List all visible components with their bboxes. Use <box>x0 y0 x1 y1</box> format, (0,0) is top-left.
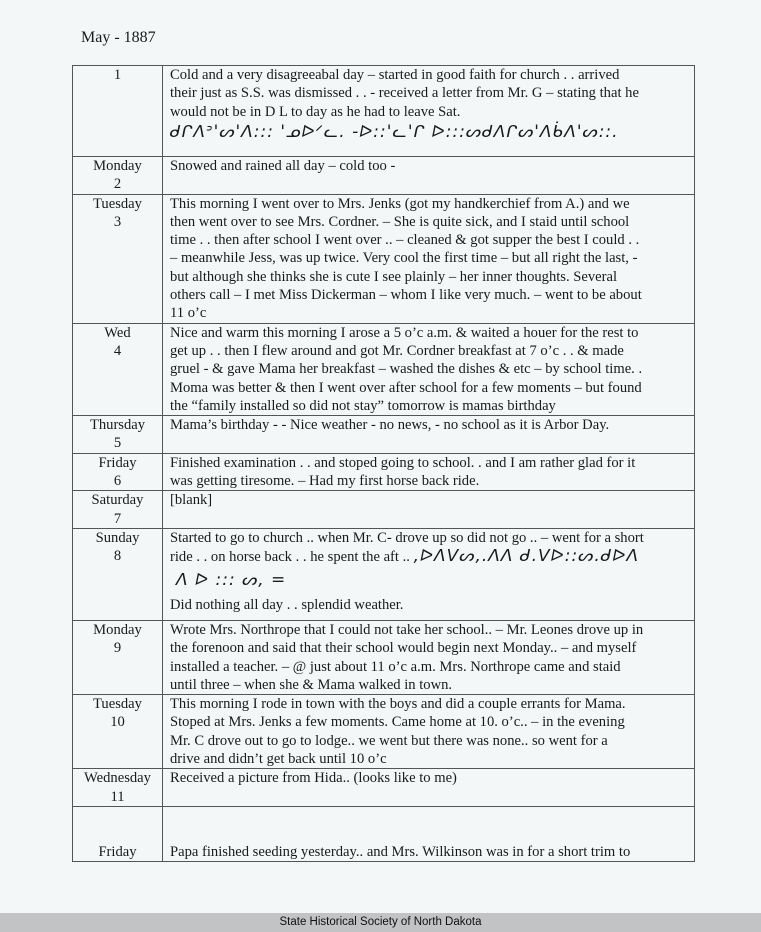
table-row <box>73 695 695 769</box>
table-row <box>73 66 695 157</box>
entry-line: drive and didn’t get back until 10 o’c <box>170 751 387 768</box>
entry-cell <box>163 528 695 620</box>
day-cell <box>73 769 163 807</box>
entry-line: the forenoon and said that their school would begin next Monday.. – and myself <box>170 640 637 657</box>
day-date: 4 <box>113 342 122 359</box>
day-date: 5 <box>113 435 122 452</box>
day-cell <box>73 620 163 694</box>
entry-line: then went over to see Mrs. Cordner. – She is quite sick, and I staid until school <box>170 213 630 230</box>
entry-line: would not be in D L to day as he had to leave Sat. <box>170 103 461 120</box>
entry-cell <box>163 453 695 491</box>
entry-line: Wrote Mrs. Northrope that I could not take her school.. – Mr. Leones drove up in <box>170 621 644 638</box>
entry-line: was getting tiresome. – Had my first horse back ride. <box>170 473 480 490</box>
day-label: Sunday <box>95 529 140 546</box>
entry-line: Finished examination . . and stoped going to school. . and I am rather glad for it <box>170 454 636 471</box>
day-cell <box>73 453 163 491</box>
entry-line: Nice and warm this morning I arose a 5 o’c a.m. & waited a houer for the rest to <box>170 324 639 341</box>
entry-line: get up . . then I flew around and got Mr. Cordner breakfast at 7 o’c . . & made <box>170 342 624 359</box>
entry-line: This morning I went over to Mrs. Jenks (got my handkerchief from A.) and we <box>170 195 630 212</box>
table-row <box>73 157 695 195</box>
table-row <box>73 769 695 807</box>
day-cell <box>73 194 163 323</box>
day-label: Wed <box>104 324 131 341</box>
day-date: 9 <box>113 640 122 657</box>
entry-line: Started to go to church .. when Mr. C- drove up so did not go .. – went for a short <box>170 529 644 546</box>
day-label: Tuesday <box>93 696 142 713</box>
table-row <box>73 453 695 491</box>
entry-line: Mr. C drove out to go to lodge.. we went but there was none.. so went for a <box>170 732 608 749</box>
table-row <box>73 806 695 861</box>
entry-cell <box>163 491 695 529</box>
entry-line: Stoped at Mrs. Jenks a few moments. Came home at 10. o’c.. – in the evening <box>170 714 625 731</box>
day-label: Monday <box>93 621 142 638</box>
entry-line: Received a picture from Hida.. (looks like to me) <box>170 770 457 787</box>
day-cell <box>73 416 163 454</box>
entry-line: Cold and a very disagreeabal day – started in good faith for church . . arrived <box>170 67 620 83</box>
entry-line: [blank] <box>170 492 213 509</box>
day-label: Wednesday <box>84 770 151 787</box>
entry-line: their just as S.S. was dismissed . . - received a letter from Mr. G – stating that he <box>170 85 639 102</box>
entry-line: gruel - & gave Mama her breakfast – washed the dishes & etc – by school time. . <box>170 361 643 378</box>
table-row <box>73 323 695 415</box>
day-cell <box>73 695 163 769</box>
cipher-shorthand: ᑯᒋᐱᐣ'ᔕ'ᐱ::: 'ᓄᐅᐟᓚ. -ᐅ::'ᓚ'ᒋ ᐅ:::ᔕᑯᐱᒋᔕ'ᐱᑳᐱ'ᔕ::. <box>170 121 619 142</box>
entry-line: 11 o’c <box>170 305 207 322</box>
day-date: 11 <box>110 788 125 805</box>
day-label: Tuesday <box>93 195 142 212</box>
entry-cell <box>163 695 695 769</box>
day-date: 3 <box>113 213 122 230</box>
entry-cell <box>163 194 695 323</box>
day-cell <box>73 66 163 157</box>
entry-line: but although she thinks she is cute I see plainly – her inner thoughts. Several <box>170 268 618 285</box>
entry-line: Snowed and rained all day – cold too - <box>170 158 396 174</box>
day-cell <box>73 157 163 195</box>
cipher-shorthand-inline: ,ᐅᐱᐯᔕ,.ᐱᐱ ᑯ.ᐯᐅ::ᔕ.ᑯᐅᐱ <box>413 546 640 567</box>
day-date: 8 <box>113 548 122 565</box>
entry-cell <box>163 769 695 807</box>
entry-line: This morning I rode in town with the boys and did a couple errants for Mama. <box>170 696 626 713</box>
entry-text: ride . . on horse back . . he spent the aft .. <box>170 549 414 566</box>
entry-line: Papa finished seeding yesterday.. and Mrs. Wilkinson was in for a short trim to <box>170 843 631 860</box>
entry-line: until three – when she & Mama walked in town. <box>170 676 453 693</box>
day-label: Friday <box>98 454 137 471</box>
entry-line: installed a teacher. – @ just about 11 o’c a.m. Mrs. Northrope came and staid <box>170 658 621 675</box>
day-date: 2 <box>113 176 122 193</box>
table-row <box>73 416 695 454</box>
entry-cell <box>163 620 695 694</box>
page-heading: May - 1887 <box>81 29 156 46</box>
day-label: 1 <box>113 67 122 83</box>
entry-cell <box>163 323 695 415</box>
entry-line: – meanwhile Jess, was up twice. Very cool the first time – but all right the last, - <box>170 250 638 267</box>
day-label: Monday <box>93 158 142 174</box>
entry-line: Mama’s birthday - - Nice weather - no news, - no school as it is Arbor Day. <box>170 417 610 434</box>
entry-line: others call – I met Miss Dickerman – whom I like very much. – went to be about <box>170 287 642 304</box>
diary-table <box>72 65 695 862</box>
day-cell <box>73 806 163 861</box>
table-row <box>73 491 695 529</box>
table-row <box>73 528 695 620</box>
entry-cell <box>163 416 695 454</box>
entry-line: Did nothing all day . . splendid weather. <box>170 596 404 613</box>
table-row <box>73 194 695 323</box>
entry-line: Moma was better & then I went over after school for a few moments – but found <box>170 379 642 396</box>
day-label: Thursday <box>89 417 146 434</box>
entry-cell <box>163 66 695 157</box>
day-label: Friday <box>98 843 137 860</box>
entry-cell <box>163 157 695 195</box>
day-date: 10 <box>110 714 125 731</box>
day-date: 7 <box>113 510 122 527</box>
entry-line: the “family installed so did not stay” tomorrow is mamas birthday <box>170 397 556 414</box>
table-row <box>73 620 695 694</box>
footer-credit: State Historical Society of North Dakota <box>0 913 761 932</box>
entry-cell <box>163 806 695 861</box>
cipher-shorthand: ᐱ ᐅ ::: ᔕ, = <box>176 569 287 590</box>
day-label: Saturday <box>91 492 144 509</box>
day-cell <box>73 323 163 415</box>
day-cell <box>73 491 163 529</box>
entry-line-with-cipher <box>170 547 690 566</box>
day-date: 6 <box>113 473 122 490</box>
day-cell <box>73 528 163 620</box>
entry-line: time . . then after school I went over .. – cleaned & got supper the best I could . . <box>170 232 640 249</box>
